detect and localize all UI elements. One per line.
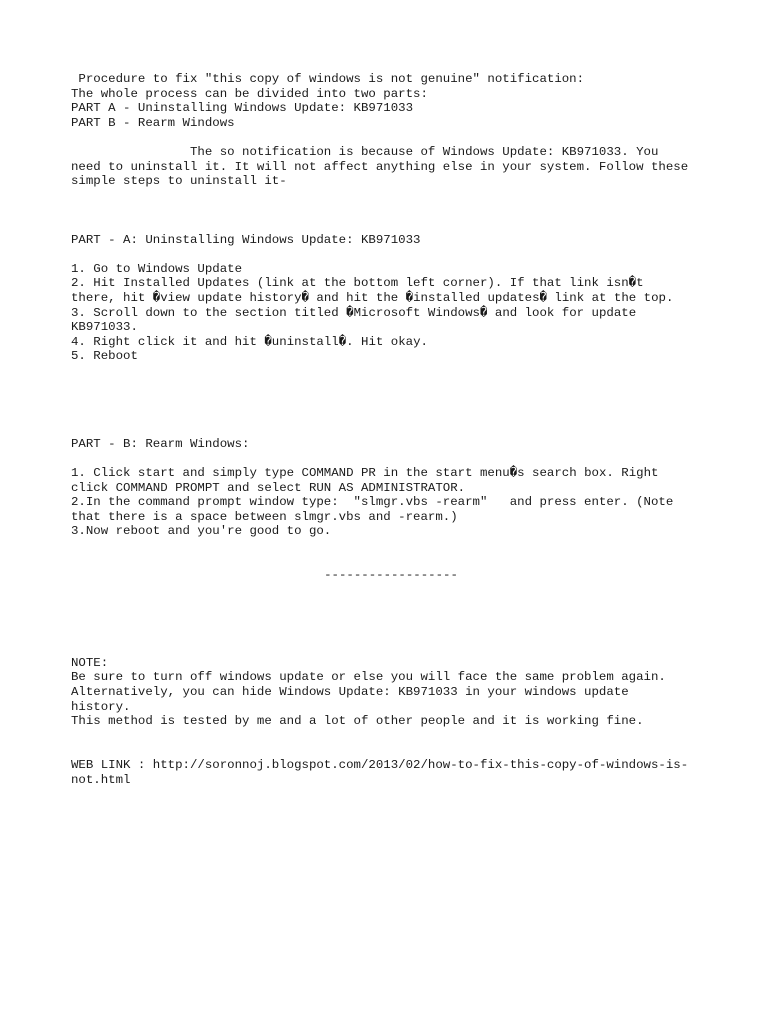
explanation-line: The so notification is because of Windows Update: KB971033. You [71, 144, 659, 159]
part-a-heading: PART - A: Uninstalling Windows Update: KB971033 [71, 232, 421, 247]
part-b-step: 2.In the command prompt window type: "slmgr.vbs -rearm" and press enter. (Note [71, 495, 674, 510]
explanation-line: simple steps to uninstall it- [71, 174, 287, 189]
part-a-step: 5. Reboot [71, 349, 138, 364]
part-b-step: click COMMAND PROMPT and select RUN AS ADMINISTRATOR. [71, 480, 466, 495]
web-link-line: WEB LINK : http://soronnoj.blogspot.com/2013/02/how-to-fix-this-copy-of-windows-is- [71, 757, 689, 772]
note-line: Alternatively, you can hide Windows Update: KB971033 in your windows update [71, 684, 629, 699]
part-a-step: KB971033. [71, 320, 138, 335]
spacer [71, 130, 711, 145]
note-line: history. [71, 699, 131, 714]
intro-part-b-summary: PART B - Rearm Windows [71, 115, 235, 130]
note-line: This method is tested by me and a lot of other people and it is working fine. [71, 714, 644, 729]
intro-part-a-summary: PART A - Uninstalling Windows Update: KB971033 [71, 101, 414, 116]
part-b-heading: PART - B: Rearm Windows: [71, 436, 250, 451]
web-link-line: not.html [71, 772, 131, 787]
explanation-line: need to uninstall it. It will not affect anything else in your system. Follow these [71, 159, 689, 174]
part-a-step: 1. Go to Windows Update [71, 261, 243, 276]
part-a-step: there, hit �view update history� and hit the �installed updates� link at the top. [71, 290, 674, 305]
part-a-step: 4. Right click it and hit �uninstall�. Hit okay. [71, 334, 428, 349]
note-line: Be sure to turn off windows update or else you will face the same problem again. [71, 670, 666, 685]
part-b-step: 3.Now reboot and you're good to go. [71, 524, 332, 539]
document-title: Procedure to fix "this copy of windows is not genuine" notification: [71, 72, 585, 86]
intro-line: The whole process can be divided into two parts: [71, 86, 428, 101]
note-label: NOTE: [71, 655, 109, 670]
section-separator: ------------------ [324, 568, 458, 583]
part-a-step: 3. Scroll down to the section titled �Microsoft Windows� and look for update [71, 305, 637, 320]
part-a-step: 2. Hit Installed Updates (link at the bottom left corner). If that link isn�t [71, 276, 644, 291]
part-b-step: that there is a space between slmgr.vbs and -rearm.) [71, 509, 458, 524]
document-page [71, 72, 711, 787]
part-b-step: 1. Click start and simply type COMMAND PR in the start menu�s search box. Right [71, 466, 659, 481]
